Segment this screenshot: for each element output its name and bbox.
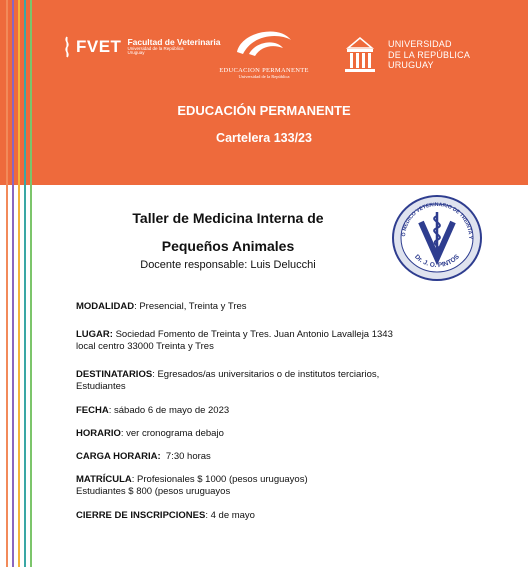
destinatarios-row-2: Estudiantes <box>76 381 126 392</box>
carga-value: 7:30 horas <box>160 451 211 462</box>
course-title <box>68 204 388 260</box>
lugar-label: LUGAR: <box>76 329 113 340</box>
fvet-subtitle: Universidad de la República <box>127 45 184 51</box>
fecha-label: FECHA <box>76 405 109 416</box>
lugar-row <box>76 329 496 341</box>
ep-name: EDUCACION PERMANENTE <box>219 67 309 74</box>
destinatarios-row <box>76 369 496 381</box>
seal-bottom-text: Dr. J. O. PINTOS <box>413 253 461 270</box>
udelar-line2: DE LA REPÚBLICA <box>388 49 471 60</box>
page-title: EDUCACIÓN PERMANENTE <box>177 103 351 118</box>
udelar-line1: UNIVERSIDAD <box>388 39 452 50</box>
carga-label: CARGA HORARIA: <box>76 451 161 462</box>
fecha-row <box>76 405 496 417</box>
decorative-stripes <box>0 0 40 567</box>
university-building-icon <box>342 36 378 74</box>
lugar-row-2: local centro 33000 Treinta y Tres <box>76 341 214 352</box>
horario-value: : ver cronograma debajo <box>120 428 224 439</box>
fvet-country: Uruguay <box>127 50 145 56</box>
modalidad-row <box>76 301 496 313</box>
carga-row <box>76 451 496 463</box>
fvet-badge: FVET <box>76 37 122 56</box>
destinatarios-value: : Egresados/as universitarios o de institutos terciarios, <box>152 369 380 380</box>
fvet-emblem-icon <box>62 36 72 58</box>
modalidad-label: MODALIDAD <box>76 301 135 312</box>
fvet-name: Facultad de Veterinaria <box>127 36 221 47</box>
fecha-value: : sábado 6 de mayo de 2023 <box>108 405 230 416</box>
veterinary-center-seal <box>391 194 483 282</box>
ep-arc-icon <box>229 24 299 62</box>
udelar-logo <box>342 36 470 74</box>
cierre-row <box>76 510 496 522</box>
educacion-permanente-logo <box>214 24 314 79</box>
ep-subtitle: Universidad de la República <box>238 74 290 79</box>
horario-label: HORARIO <box>76 428 121 439</box>
destinatarios-label: DESTINATARIOS <box>76 369 153 380</box>
matricula-label: MATRÍCULA <box>76 474 132 485</box>
matricula-row <box>76 474 496 486</box>
seal-ring-text: O MEDICO VETERINARIO DE TREINTA Y <box>400 201 474 240</box>
course-title-line2: Pequeños Animales <box>161 238 295 254</box>
udelar-line3: URUGUAY <box>388 60 434 71</box>
cierre-label: CIERRE DE INSCRIPCIONES <box>76 510 206 521</box>
horario-row <box>76 428 496 440</box>
page-subtitle: Cartelera 133/23 <box>216 131 312 145</box>
course-details <box>76 301 496 522</box>
cierre-value: : 4 de mayo <box>205 510 255 521</box>
course-title-line1: Taller de Medicina Interna de <box>132 210 324 226</box>
lugar-value: Sociedad Fomento de Treinta y Tres. Juan Antonio Lavalleja 1343 <box>112 329 393 340</box>
fvet-logo <box>62 36 221 58</box>
course-teacher: Docente responsable: Luis Delucchi <box>140 259 316 271</box>
matricula-value: : Profesionales $ 1000 (pesos uruguayos) <box>131 474 308 485</box>
matricula-row-2: Estudiantes $ 800 (pesos uruguayos <box>76 486 231 497</box>
modalidad-value: : Presencial, Treinta y Tres <box>134 301 247 312</box>
